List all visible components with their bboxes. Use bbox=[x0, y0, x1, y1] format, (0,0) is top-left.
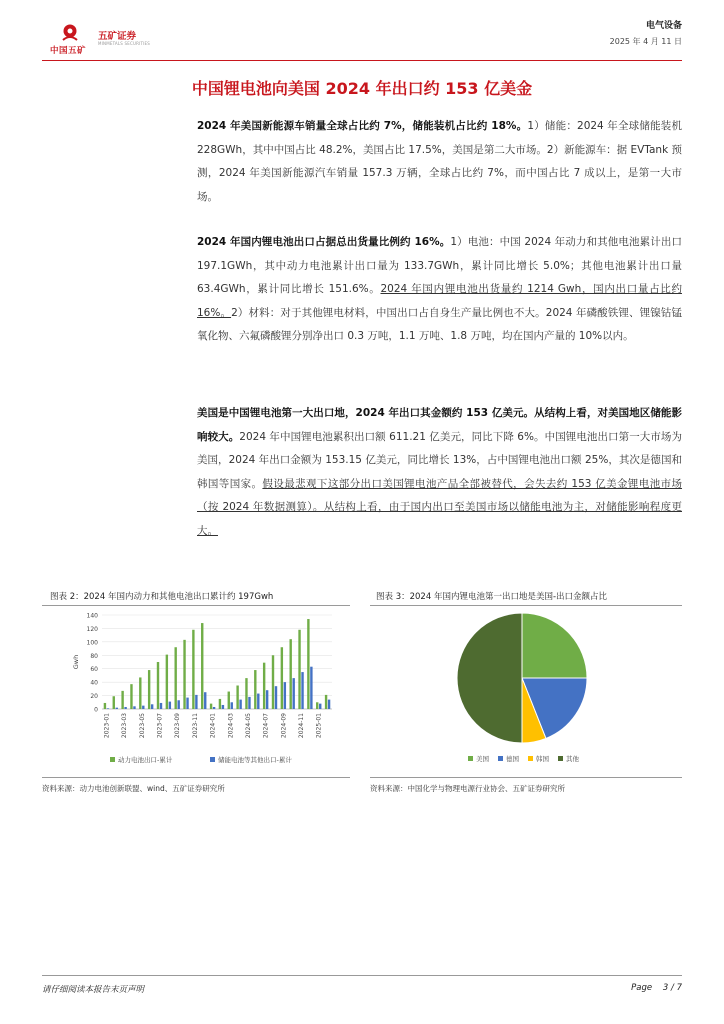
bar-chart-x-tick: 2023-05 bbox=[138, 713, 146, 739]
bar-chart-x-tick: 2023-09 bbox=[174, 713, 182, 739]
bar-chart-bar bbox=[248, 697, 250, 709]
bar-chart-x-tick: 2023-07 bbox=[156, 713, 164, 739]
bar-chart-bar bbox=[231, 702, 233, 709]
bar-chart-bar bbox=[166, 655, 168, 709]
pie-chart-legend-label: 德国 bbox=[506, 755, 519, 763]
figure-2-bottom-rule bbox=[42, 777, 350, 778]
bar-chart-bar bbox=[183, 640, 185, 709]
logo-company-name: 五矿证券 bbox=[98, 31, 137, 42]
bar-chart-x-tick: 2023-03 bbox=[121, 713, 129, 739]
bar-chart-legend-label: 动力电池出口-累计 bbox=[118, 756, 173, 764]
figure-3-bottom-rule bbox=[370, 777, 682, 778]
bar-chart-bar bbox=[307, 619, 309, 709]
bar-chart-x-tick: 2023-11 bbox=[191, 713, 199, 739]
report-category: 电气设备 bbox=[645, 21, 682, 31]
bar-chart-bar bbox=[275, 686, 277, 709]
paragraph-3-lead: 美国是中国锂电池第一大出口地，2024 年出口其金额约 153 亿美元。从结构上看，对美国地区储能影响较大。 bbox=[197, 407, 682, 443]
bar-chart-bar bbox=[204, 692, 206, 709]
bar-chart-bar bbox=[266, 690, 268, 709]
paragraph-3-text: 2024 年中国锂电池累积出口额 611.21 亿美元，同比下降 6%。中国锂电池出口第一大市场为美国，2024 年出口金额为 153.15 亿美元，同比增长 13%，占中国锂电池出口额 25%，其次是德国和韩国等国家。 bbox=[197, 430, 683, 490]
bar-chart-bar bbox=[325, 695, 327, 709]
paragraph-2-text: 1）电池：中国 2024 年动力和其他电池累计出口 197.1GWh，其中动力电池累计出口量为 133.7GWh，累计同比增长 5.0%；其他电池累计出口量 63.4GWh，累计同比增长 151.6%。 bbox=[197, 236, 682, 296]
bar-chart-y-label: Gwh bbox=[72, 654, 80, 670]
bar-chart-x-tick: 2024-01 bbox=[209, 713, 217, 739]
paragraph-1 bbox=[197, 115, 682, 209]
bar-chart-bar bbox=[201, 623, 203, 709]
bar-chart-bar bbox=[239, 700, 241, 709]
bar-chart-x-tick: 2024-07 bbox=[262, 713, 270, 739]
paragraph-2-tail: 2）材料：对于其他锂电材料，中国出口占自身生产量比例也不大。2024 年磷酸铁锂、锂镍钴锰氧化物、六氟磷酸锂分别净出口 0.3 万吨，1.1 万吨、1.8 万吨，均在国内产量的 10%以内。 bbox=[197, 306, 682, 343]
pie-chart-legend-swatch bbox=[558, 756, 563, 761]
bar-chart-bar bbox=[160, 703, 162, 709]
bar-chart bbox=[42, 607, 350, 772]
paragraph-2 bbox=[197, 231, 682, 349]
paragraph-2-lead: 2024 年国内锂电池出口占据总出货量比例约 16%。 bbox=[197, 236, 451, 248]
bar-chart-bar bbox=[254, 670, 256, 709]
bar-chart-x-tick: 2024-11 bbox=[298, 713, 306, 739]
bar-chart-bar bbox=[124, 707, 126, 709]
pie-chart-legend-label: 其他 bbox=[566, 755, 579, 763]
paragraph-3 bbox=[197, 402, 682, 544]
section-title: 中国锂电池向美国 2024 年出口约 153 亿美金 bbox=[191, 79, 533, 98]
bar-chart-bar bbox=[310, 667, 312, 709]
bar-chart-x-tick: 2024-05 bbox=[244, 713, 252, 739]
bar-chart-bar bbox=[289, 639, 291, 709]
bar-chart-y-tick: 80 bbox=[90, 652, 98, 660]
bar-chart-y-tick: 140 bbox=[86, 612, 98, 620]
bar-chart-bar bbox=[151, 704, 153, 709]
bar-chart-bar bbox=[272, 655, 274, 709]
figure-2-source: 资料来源：动力电池创新联盟、wind、五矿证券研究所 bbox=[42, 784, 225, 793]
bar-chart-bar bbox=[169, 702, 171, 709]
bar-chart-bar bbox=[228, 692, 230, 709]
bar-chart-bar bbox=[328, 700, 330, 709]
bar-chart-bar bbox=[148, 670, 150, 709]
bar-chart-bar bbox=[222, 705, 224, 709]
bar-chart-y-tick: 20 bbox=[90, 693, 98, 701]
bar-chart-legend-swatch bbox=[210, 757, 215, 762]
bar-chart-bar bbox=[157, 662, 159, 709]
bar-chart-bar bbox=[113, 696, 115, 709]
bar-chart-x-tick: 2025-01 bbox=[315, 713, 323, 739]
bar-chart-bar bbox=[210, 704, 212, 709]
figure-2-title: 图表 2：2024 年国内动力和其他电池出口累计约 197Gwh bbox=[50, 592, 274, 602]
bar-chart-bar bbox=[319, 704, 321, 709]
bar-chart-x-tick: 2024-09 bbox=[280, 713, 288, 739]
bar-chart-bar bbox=[130, 684, 132, 709]
bar-chart-bar bbox=[301, 672, 303, 709]
bar-chart-y-tick: 0 bbox=[94, 706, 98, 714]
bar-chart-bar bbox=[298, 630, 300, 709]
logo-company-cn: 中国五矿 bbox=[50, 46, 87, 56]
bar-chart-x-tick: 2023-01 bbox=[103, 713, 111, 739]
bar-chart-bar bbox=[281, 647, 283, 709]
bar-chart-bar bbox=[219, 699, 221, 709]
bar-chart-bar bbox=[104, 703, 106, 709]
pie-chart bbox=[370, 607, 682, 772]
bar-chart-bar bbox=[292, 678, 294, 709]
bar-chart-bar bbox=[186, 698, 188, 709]
pie-chart-legend-swatch bbox=[468, 756, 473, 761]
bar-chart-bar bbox=[139, 677, 141, 709]
pie-chart-slice bbox=[522, 613, 587, 678]
paragraph-1-text: 1）储能：2024 年全球储能装机 228GWh，其中中国占比 48.2%，美国占比 17.5%，美国是第二大市场。2）新能源车：据 EVTank 预测，2024 年美国新能源汽车销量 157.3 万辆，全球占比约 7%，而中国占比 7 成以上，是第一大市场。 bbox=[197, 120, 682, 203]
bar-chart-bar bbox=[192, 630, 194, 709]
pie-chart-legend-label: 韩国 bbox=[536, 755, 549, 763]
paragraph-2-underline: 2024 年国内锂电池出货量约 1214 Gwh，国内出口量占比约 16%。 bbox=[197, 283, 682, 319]
bar-chart-legend-swatch bbox=[110, 757, 115, 762]
bar-chart-bar bbox=[121, 691, 123, 709]
footer-divider bbox=[42, 975, 682, 976]
bar-chart-bar bbox=[263, 663, 265, 709]
bar-chart-bar bbox=[107, 708, 109, 709]
bar-chart-bar bbox=[257, 694, 259, 709]
figure-3-title: 图表 3：2024 年国内锂电池第一出口地是美国-出口金额占比 bbox=[376, 592, 608, 602]
header-divider bbox=[42, 60, 682, 61]
bar-chart-bar bbox=[174, 647, 176, 709]
report-date: 2025 年 4 月 11 日 bbox=[609, 37, 682, 46]
bar-chart-y-tick: 40 bbox=[90, 679, 98, 687]
bar-chart-legend-label: 储能电池等其他出口-累计 bbox=[218, 756, 292, 764]
figure-2-top-rule bbox=[42, 605, 350, 606]
pie-chart-legend-swatch bbox=[498, 756, 503, 761]
figure-3-top-rule bbox=[370, 605, 682, 606]
bar-chart-y-tick: 60 bbox=[90, 666, 98, 674]
bar-chart-y-tick: 120 bbox=[86, 625, 98, 633]
company-logo bbox=[46, 22, 156, 56]
bar-chart-x-tick: 2024-03 bbox=[227, 713, 235, 739]
bar-chart-bar bbox=[213, 707, 215, 709]
paragraph-1-lead: 2024 年美国新能源车销量全球占比约 7%，储能装机占比约 18%。 bbox=[197, 120, 528, 132]
figure-3-source: 资料来源：中国化学与物理电源行业协会、五矿证券研究所 bbox=[370, 784, 565, 793]
pie-chart-legend-swatch bbox=[528, 756, 533, 761]
footer-page bbox=[631, 983, 682, 993]
logo-mark-icon bbox=[60, 24, 80, 42]
bar-chart-bar bbox=[316, 702, 318, 709]
bar-chart-y-tick: 100 bbox=[86, 639, 98, 647]
bar-chart-bar bbox=[116, 708, 118, 709]
paragraph-3-underline: 假设最悲观下这部分出口美国锂电池产品全部被替代，会失去约 153 亿美金锂电池市场（按 2024 年数据测算）。从结构上看，由于国内出口至美国市场以储能电池为主，对储能影响程度更大。 bbox=[197, 477, 683, 537]
bar-chart-bar bbox=[245, 678, 247, 709]
bar-chart-bar bbox=[284, 682, 286, 709]
footer-page-label: Page bbox=[631, 983, 653, 993]
pie-chart-slice bbox=[457, 613, 522, 743]
bar-chart-bar bbox=[133, 706, 135, 709]
bar-chart-bar bbox=[177, 700, 179, 709]
footer-page-number: 3 / 7 bbox=[662, 983, 682, 993]
bar-chart-bar bbox=[142, 706, 144, 709]
logo-company-en: MINMETALS SECURITIES bbox=[98, 41, 150, 46]
pie-chart-legend-label: 美国 bbox=[476, 755, 489, 763]
bar-chart-bar bbox=[195, 695, 197, 709]
footer-disclaimer: 请仔细阅读本报告末页声明 bbox=[42, 985, 145, 995]
bar-chart-bar bbox=[236, 686, 238, 710]
